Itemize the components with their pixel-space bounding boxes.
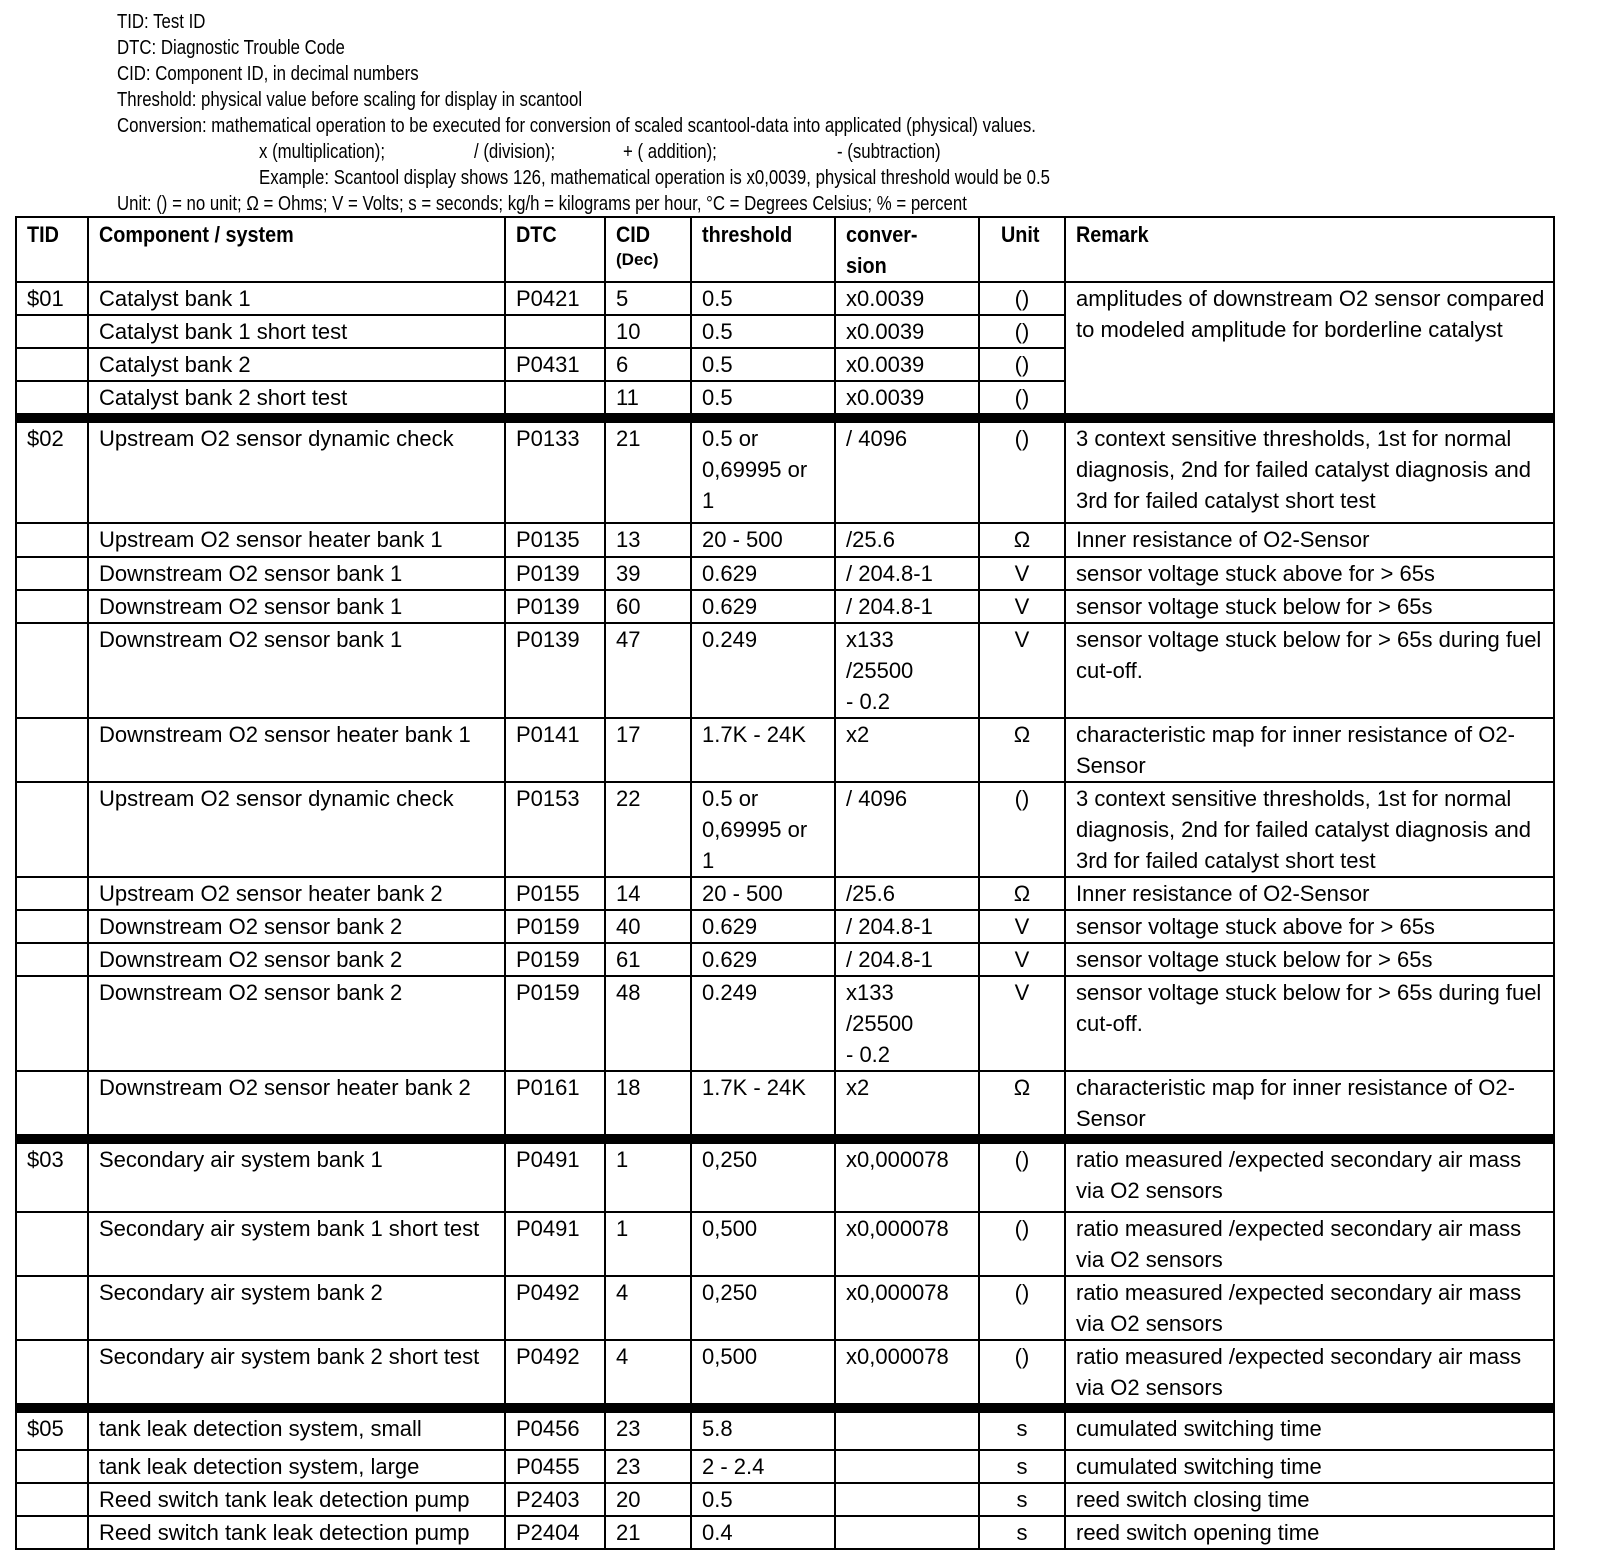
cell-conversion: x0,000078	[835, 1340, 979, 1408]
cell-remark: characteristic map for inner resistance of O2-Sensor	[1065, 1071, 1554, 1139]
table-row	[16, 1212, 1554, 1276]
cell-cid: 23	[605, 1450, 691, 1483]
cell-tid	[16, 1340, 88, 1408]
cell-tid	[16, 557, 88, 590]
cell-component: tank leak detection system, large	[88, 1450, 505, 1483]
cell-threshold: 20 - 500	[691, 523, 835, 557]
note-tid: TID: Test ID	[117, 11, 206, 33]
table-row	[16, 590, 1554, 623]
cell-threshold: 0.5	[691, 381, 835, 418]
cell-conversion: / 204.8-1	[835, 557, 979, 590]
table-row	[16, 976, 1554, 1071]
cell-tid	[16, 943, 88, 976]
cell-component: Secondary air system bank 2	[88, 1276, 505, 1340]
header-cid-sub: (Dec)	[616, 250, 659, 269]
cell-cid: 5	[605, 282, 691, 315]
cell-component: Downstream O2 sensor bank 1	[88, 557, 505, 590]
cell-tid	[16, 315, 88, 348]
cell-threshold: 5.8	[691, 1408, 835, 1450]
header-unit: Unit	[979, 217, 1065, 282]
cell-component: Upstream O2 sensor dynamic check	[88, 782, 505, 877]
cell-unit: ()	[979, 348, 1065, 381]
cell-unit: ()	[979, 315, 1065, 348]
cell-tid	[16, 718, 88, 782]
header-component: Component / system	[88, 217, 505, 282]
cell-remark: 3 context sensitive thresholds, 1st for normal diagnosis, 2nd for failed catalyst diagnosis and 3rd for failed catalyst short test	[1065, 782, 1554, 877]
cell-dtc: P2403	[505, 1483, 605, 1516]
table-row	[16, 1276, 1554, 1340]
cell-tid: $02	[16, 418, 88, 523]
cell-unit: ()	[979, 282, 1065, 315]
table-row	[16, 557, 1554, 590]
table-row	[16, 943, 1554, 976]
cell-remark: ratio measured /expected secondary air mass via O2 sensors	[1065, 1212, 1554, 1276]
cell-conversion: / 204.8-1	[835, 910, 979, 943]
cell-unit: V	[979, 623, 1065, 718]
cell-conversion: x0.0039	[835, 381, 979, 418]
cell-remark: cumulated switching time	[1065, 1408, 1554, 1450]
table-row	[16, 418, 1554, 523]
cell-conversion: x0,000078	[835, 1212, 979, 1276]
table-row	[16, 523, 1554, 557]
cell-remark: sensor voltage stuck below for > 65s	[1065, 590, 1554, 623]
cell-cid: 47	[605, 623, 691, 718]
cell-remark: Inner resistance of O2-Sensor	[1065, 523, 1554, 557]
test-id-table	[15, 216, 1555, 1550]
cell-component: Reed switch tank leak detection pump	[88, 1483, 505, 1516]
cell-cid: 23	[605, 1408, 691, 1450]
cell-threshold: 0,500	[691, 1212, 835, 1276]
cell-cid: 10	[605, 315, 691, 348]
cell-dtc: P0431	[505, 348, 605, 381]
cell-tid	[16, 910, 88, 943]
cell-cid: 14	[605, 877, 691, 910]
cell-cid: 18	[605, 1071, 691, 1139]
note-dtc: DTC: Diagnostic Trouble Code	[117, 37, 345, 59]
cell-dtc: P0159	[505, 910, 605, 943]
header-row	[16, 217, 1554, 282]
table-row	[16, 623, 1554, 718]
cell-component: Upstream O2 sensor heater bank 2	[88, 877, 505, 910]
cell-remark: reed switch opening time	[1065, 1516, 1554, 1549]
cell-conversion: /25.6	[835, 523, 979, 557]
cell-cid: 60	[605, 590, 691, 623]
cell-tid	[16, 877, 88, 910]
cell-unit: V	[979, 557, 1065, 590]
cell-conversion: /25.6	[835, 877, 979, 910]
cell-component: tank leak detection system, small	[88, 1408, 505, 1450]
cell-threshold: 0.5	[691, 1483, 835, 1516]
cell-tid	[16, 523, 88, 557]
header-cid: CID (Dec)	[605, 217, 691, 282]
cell-component: Catalyst bank 2 short test	[88, 381, 505, 418]
cell-dtc: P0153	[505, 782, 605, 877]
cell-tid	[16, 1516, 88, 1549]
cell-dtc: P0161	[505, 1071, 605, 1139]
note-op-div: / (division);	[474, 141, 556, 163]
table-row	[16, 1516, 1554, 1549]
cell-component: Secondary air system bank 2 short test	[88, 1340, 505, 1408]
cell-cid: 21	[605, 418, 691, 523]
cell-cid: 13	[605, 523, 691, 557]
cell-remark: ratio measured /expected secondary air mass via O2 sensors	[1065, 1139, 1554, 1212]
cell-threshold: 2 - 2.4	[691, 1450, 835, 1483]
note-op-sub: - (subtraction)	[837, 141, 941, 163]
cell-conversion	[835, 1516, 979, 1549]
cell-unit: s	[979, 1483, 1065, 1516]
cell-conversion: x2	[835, 718, 979, 782]
cell-unit: Ω	[979, 523, 1065, 557]
table-row	[16, 1071, 1554, 1139]
cell-component: Upstream O2 sensor heater bank 1	[88, 523, 505, 557]
cell-component: Downstream O2 sensor heater bank 2	[88, 1071, 505, 1139]
cell-tid	[16, 976, 88, 1071]
cell-threshold: 0.5	[691, 282, 835, 315]
cell-unit: V	[979, 590, 1065, 623]
cell-tid: $01	[16, 282, 88, 315]
header-threshold: threshold	[691, 217, 835, 282]
cell-remark: sensor voltage stuck above for > 65s	[1065, 910, 1554, 943]
cell-remark: sensor voltage stuck above for > 65s	[1065, 557, 1554, 590]
cell-component: Downstream O2 sensor heater bank 1	[88, 718, 505, 782]
cell-cid: 48	[605, 976, 691, 1071]
cell-conversion	[835, 1483, 979, 1516]
cell-dtc: P2404	[505, 1516, 605, 1549]
cell-threshold: 0.249	[691, 976, 835, 1071]
cell-cid: 39	[605, 557, 691, 590]
cell-cid: 22	[605, 782, 691, 877]
cell-remark: sensor voltage stuck below for > 65s	[1065, 943, 1554, 976]
cell-conversion: / 204.8-1	[835, 590, 979, 623]
note-op-mult: x (multiplication);	[259, 141, 386, 163]
header-remark: Remark	[1065, 217, 1554, 282]
cell-conversion: / 4096	[835, 418, 979, 523]
table-row	[16, 1340, 1554, 1408]
table-row	[16, 782, 1554, 877]
cell-tid	[16, 1212, 88, 1276]
cell-threshold: 0.5 or 0,69995 or 1	[691, 782, 835, 877]
note-cid: CID: Component ID, in decimal numbers	[117, 63, 419, 85]
cell-unit: ()	[979, 1212, 1065, 1276]
cell-unit: ()	[979, 1276, 1065, 1340]
cell-tid	[16, 782, 88, 877]
note-unit: Unit: () = no unit; Ω = Ohms; V = Volts; s = seconds; kg/h = kilograms per hour, °C = Degrees Celsius; % = percent	[117, 193, 967, 215]
cell-threshold: 0.5	[691, 315, 835, 348]
cell-threshold: 0.5	[691, 348, 835, 381]
note-threshold: Threshold: physical value before scaling for display in scantool	[117, 89, 583, 111]
cell-threshold: 0.4	[691, 1516, 835, 1549]
cell-unit: s	[979, 1450, 1065, 1483]
note-example: Example: Scantool display shows 126, mathematical operation is x0,0039, physical threshold would be 0.5	[259, 167, 1050, 189]
cell-cid: 21	[605, 1516, 691, 1549]
cell-dtc: P0492	[505, 1340, 605, 1408]
header-tid: TID	[16, 217, 88, 282]
cell-component: Catalyst bank 1	[88, 282, 505, 315]
cell-conversion	[835, 1450, 979, 1483]
cell-remark: ratio measured /expected secondary air mass via O2 sensors	[1065, 1276, 1554, 1340]
cell-tid	[16, 1071, 88, 1139]
cell-tid: $03	[16, 1139, 88, 1212]
cell-unit: Ω	[979, 718, 1065, 782]
table-row	[16, 1450, 1554, 1483]
cell-conversion: x133 /25500 - 0.2	[835, 623, 979, 718]
cell-conversion: x0,000078	[835, 1139, 979, 1212]
cell-cid: 61	[605, 943, 691, 976]
cell-dtc: P0421	[505, 282, 605, 315]
cell-conversion: x0.0039	[835, 282, 979, 315]
cell-threshold: 0.629	[691, 943, 835, 976]
cell-conversion: x0.0039	[835, 348, 979, 381]
cell-tid	[16, 1483, 88, 1516]
cell-dtc	[505, 381, 605, 418]
table-row	[16, 1483, 1554, 1516]
cell-dtc: P0139	[505, 590, 605, 623]
cell-conversion: / 4096	[835, 782, 979, 877]
cell-unit: Ω	[979, 1071, 1065, 1139]
cell-dtc: P0139	[505, 623, 605, 718]
cell-cid: 1	[605, 1212, 691, 1276]
cell-component: Secondary air system bank 1	[88, 1139, 505, 1212]
cell-unit: ()	[979, 782, 1065, 877]
cell-component: Upstream O2 sensor dynamic check	[88, 418, 505, 523]
cell-tid	[16, 1276, 88, 1340]
table-row	[16, 718, 1554, 782]
table-row	[16, 1408, 1554, 1450]
cell-component: Catalyst bank 1 short test	[88, 315, 505, 348]
cell-threshold: 1.7K - 24K	[691, 1071, 835, 1139]
cell-remark: amplitudes of downstream O2 sensor compared to modeled amplitude for borderline catalyst	[1065, 282, 1554, 418]
cell-tid	[16, 623, 88, 718]
cell-threshold: 0.629	[691, 557, 835, 590]
cell-conversion: x133 /25500 - 0.2	[835, 976, 979, 1071]
cell-cid: 4	[605, 1276, 691, 1340]
cell-component: Downstream O2 sensor bank 2	[88, 910, 505, 943]
cell-cid: 11	[605, 381, 691, 418]
cell-component: Catalyst bank 2	[88, 348, 505, 381]
cell-threshold: 20 - 500	[691, 877, 835, 910]
cell-unit: s	[979, 1516, 1065, 1549]
cell-unit: ()	[979, 381, 1065, 418]
cell-threshold: 0,250	[691, 1276, 835, 1340]
cell-threshold: 1.7K - 24K	[691, 718, 835, 782]
cell-cid: 17	[605, 718, 691, 782]
cell-remark: characteristic map for inner resistance of O2-Sensor	[1065, 718, 1554, 782]
cell-cid: 6	[605, 348, 691, 381]
table-row	[16, 282, 1554, 315]
cell-conversion	[835, 1408, 979, 1450]
cell-remark: sensor voltage stuck below for > 65s during fuel cut-off.	[1065, 976, 1554, 1071]
cell-dtc: P0159	[505, 943, 605, 976]
table-row	[16, 877, 1554, 910]
cell-unit: s	[979, 1408, 1065, 1450]
cell-unit: V	[979, 976, 1065, 1071]
cell-dtc: P0159	[505, 976, 605, 1071]
cell-tid	[16, 1450, 88, 1483]
cell-remark: cumulated switching time	[1065, 1450, 1554, 1483]
cell-remark: Inner resistance of O2-Sensor	[1065, 877, 1554, 910]
note-conversion: Conversion: mathematical operation to be executed for conversion of scaled scantool-data into applicated (physical) values.	[117, 115, 1036, 137]
cell-conversion: x0.0039	[835, 315, 979, 348]
cell-remark: sensor voltage stuck below for > 65s during fuel cut-off.	[1065, 623, 1554, 718]
cell-dtc: P0139	[505, 557, 605, 590]
cell-component: Downstream O2 sensor bank 1	[88, 623, 505, 718]
cell-cid: 1	[605, 1139, 691, 1212]
cell-conversion: x0,000078	[835, 1276, 979, 1340]
cell-dtc	[505, 315, 605, 348]
cell-dtc: P0455	[505, 1450, 605, 1483]
cell-unit: ()	[979, 1139, 1065, 1212]
table-row	[16, 1139, 1554, 1212]
cell-dtc: P0135	[505, 523, 605, 557]
cell-tid	[16, 348, 88, 381]
cell-component: Secondary air system bank 1 short test	[88, 1212, 505, 1276]
cell-dtc: P0492	[505, 1276, 605, 1340]
cell-remark: 3 context sensitive thresholds, 1st for normal diagnosis, 2nd for failed catalyst diagnosis and 3rd for failed catalyst short test	[1065, 418, 1554, 523]
cell-component: Downstream O2 sensor bank 1	[88, 590, 505, 623]
cell-conversion: x2	[835, 1071, 979, 1139]
cell-cid: 40	[605, 910, 691, 943]
cell-unit: Ω	[979, 877, 1065, 910]
cell-cid: 4	[605, 1340, 691, 1408]
cell-tid: $05	[16, 1408, 88, 1450]
cell-threshold: 0,250	[691, 1139, 835, 1212]
cell-threshold: 0.629	[691, 590, 835, 623]
cell-tid	[16, 590, 88, 623]
note-op-add: + ( addition);	[623, 141, 717, 163]
cell-component: Downstream O2 sensor bank 2	[88, 976, 505, 1071]
cell-unit: ()	[979, 1340, 1065, 1408]
cell-threshold: 0.249	[691, 623, 835, 718]
cell-dtc: P0491	[505, 1212, 605, 1276]
cell-remark: ratio measured /expected secondary air mass via O2 sensors	[1065, 1340, 1554, 1408]
cell-unit: ()	[979, 418, 1065, 523]
cell-tid	[16, 381, 88, 418]
cell-component: Downstream O2 sensor bank 2	[88, 943, 505, 976]
header-dtc: DTC	[505, 217, 605, 282]
header-conversion: conver- sion	[835, 217, 979, 282]
cell-threshold: 0.5 or 0,69995 or 1	[691, 418, 835, 523]
table-row	[16, 910, 1554, 943]
cell-dtc: P0155	[505, 877, 605, 910]
cell-threshold: 0.629	[691, 910, 835, 943]
cell-remark: reed switch closing time	[1065, 1483, 1554, 1516]
cell-unit: V	[979, 910, 1065, 943]
cell-cid: 20	[605, 1483, 691, 1516]
cell-conversion: / 204.8-1	[835, 943, 979, 976]
cell-dtc: P0491	[505, 1139, 605, 1212]
cell-dtc: P0456	[505, 1408, 605, 1450]
cell-unit: V	[979, 943, 1065, 976]
cell-dtc: P0141	[505, 718, 605, 782]
cell-dtc: P0133	[505, 418, 605, 523]
cell-threshold: 0,500	[691, 1340, 835, 1408]
cell-component: Reed switch tank leak detection pump	[88, 1516, 505, 1549]
